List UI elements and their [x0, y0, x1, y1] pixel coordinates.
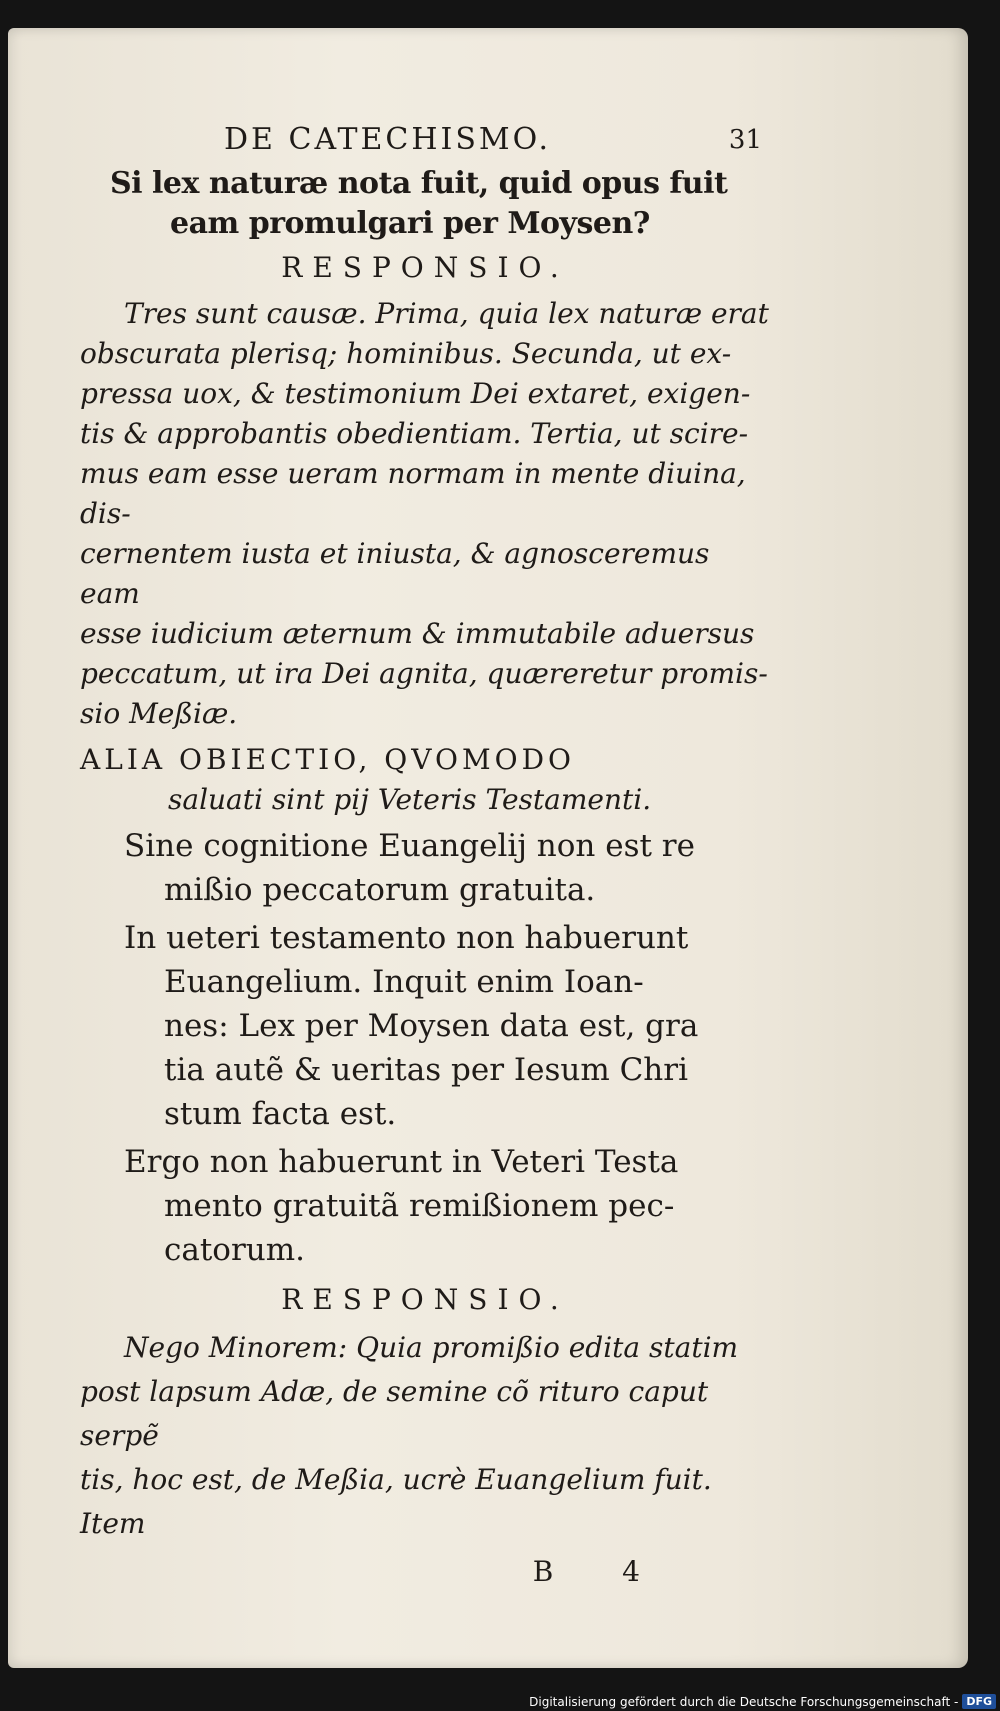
premise-line: Sine cognitione Euangelij non est re	[124, 828, 695, 864]
book-page	[8, 28, 968, 1668]
running-head-title: DE CATECHISMO.	[224, 122, 551, 157]
premise-line: mißio peccatorum gratuita.	[164, 872, 596, 908]
premise-line: stum facta est.	[164, 1096, 397, 1132]
conclusion-line: catorum.	[164, 1232, 305, 1268]
minor-premise	[124, 916, 770, 1136]
conclusion-line: Ergo non habuerunt in Veteri Testa	[124, 1144, 679, 1180]
answer-line: mus eam esse ueram normam in mente diuina, dis-	[80, 457, 746, 530]
answer-paragraph	[80, 294, 770, 734]
objection-line: ALIA OBIECTIO, QVOMODO	[80, 743, 575, 776]
conclusion-line: mento gratuitã remißionem pec-	[164, 1188, 675, 1224]
answer-paragraph-2	[80, 1326, 770, 1546]
digitization-footer	[529, 1694, 996, 1709]
signature-mark: B 4	[532, 1555, 670, 1588]
major-premise	[124, 824, 770, 912]
premise-line: In ueteri testamento non habuerunt	[124, 920, 689, 956]
answer-line: sio Meßiæ.	[80, 697, 238, 730]
answer-line: peccatum, ut ira Dei agnita, quæreretur promis-	[80, 657, 768, 690]
premise-line: Euangelium. Inquit enim Ioan-	[164, 964, 644, 1000]
objection-heading	[80, 740, 770, 820]
answer-line: pressa uox, & testimonium Dei extaret, exigen-	[80, 377, 751, 410]
footer-text: Digitalisierung gefördert durch die Deutsche Forschungsgemeinschaft -	[529, 1694, 959, 1709]
page-text	[80, 120, 770, 1592]
answer-line: Nego Minorem: Quia promißio edita statim	[124, 1331, 739, 1364]
answer-line: cernentem iusta et iniusta, & agnosceremus eam	[80, 537, 710, 610]
dfg-logo: DFG	[962, 1694, 996, 1709]
conclusion	[124, 1140, 770, 1272]
syllogism	[124, 824, 770, 1272]
question-line: eam promulgari per Moysen?	[170, 206, 650, 241]
running-head	[80, 120, 770, 164]
answer-line: obscurata plerisq; hominibus. Secunda, ut ex-	[80, 337, 732, 370]
premise-line: tia autẽ & ueritas per Iesum Chri	[164, 1052, 689, 1088]
answer-line: Tres sunt causæ. Prima, quia lex naturæ erat	[124, 297, 769, 330]
answer-line: post lapsum Adæ, de semine cõ riturо caput serpẽ	[80, 1375, 709, 1452]
folio-number: 31	[728, 125, 762, 155]
answer-line: tis, hoc est, de Meßia, ucrè Euangelium fuit. Item	[80, 1463, 712, 1540]
response-label-2: RESPONSIO.	[281, 1283, 569, 1316]
response-label: RESPONSIO.	[281, 251, 569, 284]
answer-line: tis & approbantis obedientiam. Tertia, ut scire-	[80, 417, 749, 450]
answer-line: esse iudicium æternum & immutabile aduersus	[80, 617, 755, 650]
premise-line: nes: Lex per Moysen data est, gra	[164, 1008, 699, 1044]
question-line: Si lex naturæ nota fuit, quid opus fuit	[110, 166, 728, 201]
question-heading	[110, 164, 770, 244]
objection-line: saluati sint pij Veteris Testamenti.	[168, 783, 652, 816]
